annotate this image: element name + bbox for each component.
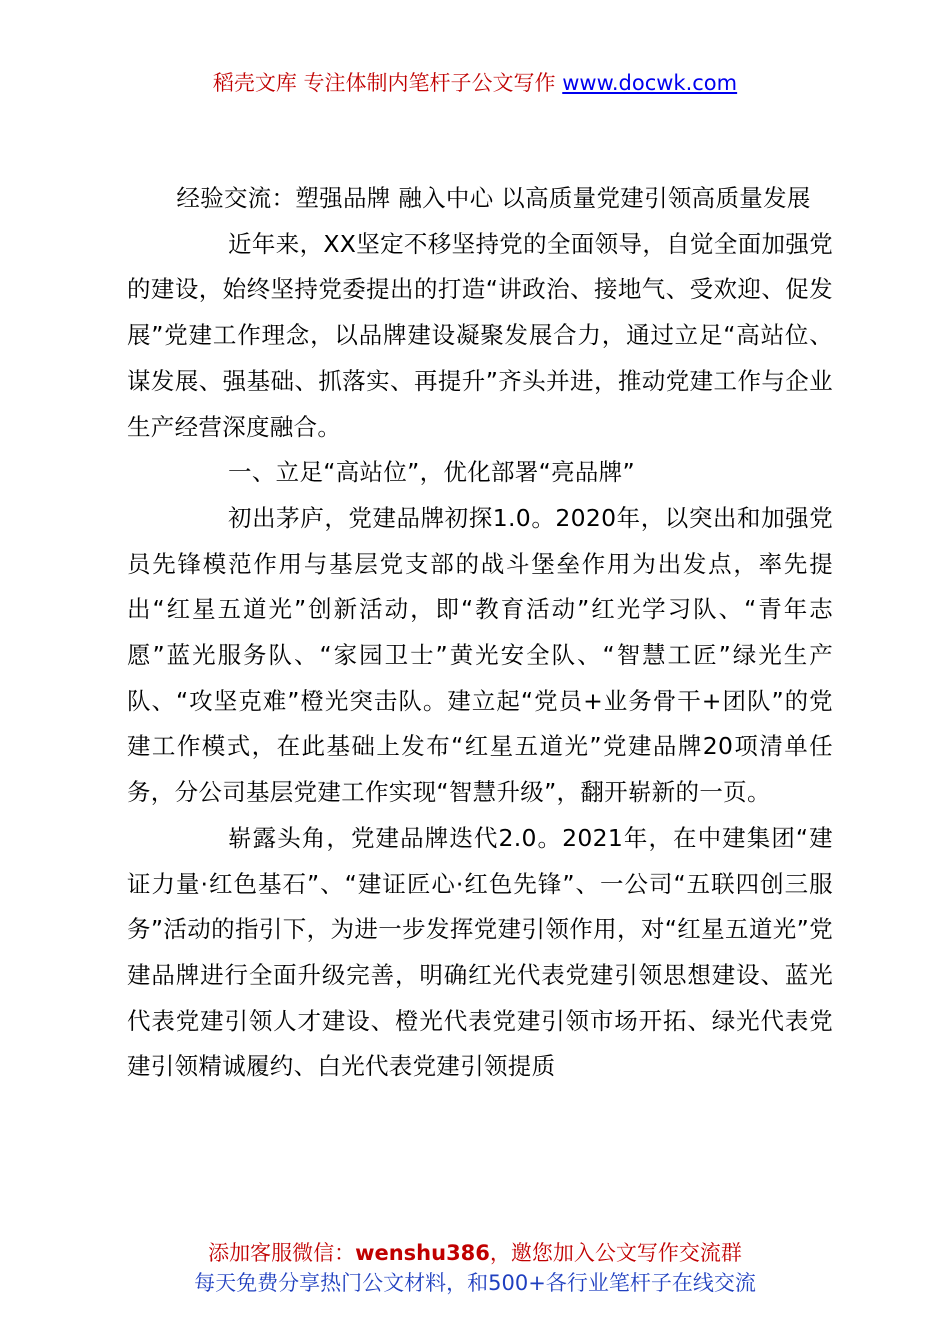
- section-heading-1: 一、立足“高站位”，优化部署“亮品牌”: [228, 458, 635, 487]
- document-body: [127, 176, 833, 1090]
- paragraph-intro: 近年来，XX坚定不移坚持党的全面领导，自觉全面加强党的建设，始终坚持党委提出的打造“讲政治、接地气、受欢迎、促发展”党建工作理念，以品牌建设凝聚发展合力，通过立足“高站位、谋发展、强基础、抓落实、再提升”齐头并进，推动党建工作与企业生产经营深度融合。: [127, 229, 833, 441]
- page-footer: [0, 1238, 950, 1298]
- page-header: [0, 68, 950, 98]
- paragraph-version-1: 初出茅庐，党建品牌初探1.0。2020年，以突出和加强党员先锋模范作用与基层党支部的战斗堡垒作用为出发点，率先提出“红星五道光”创新活动，即“教育活动”红光学习队、“青年志愿”蓝光服务队、“家园卫士”黄光安全队、“智慧工匠”绿光生产队、“攻坚克难”橙光突击队。建立起“党员+业务骨干+团队”的党建工作模式，在此基础上发布“红星五道光”党建品牌20项清单任务，分公司基层党建工作实现“智慧升级”，翻开崭新的一页。: [127, 503, 833, 807]
- footer-wechat-prefix: 添加客服微信：: [208, 1241, 356, 1265]
- footer-wechat-line: [0, 1238, 950, 1268]
- footer-wechat-suffix: ，邀您加入公文写作交流群: [489, 1241, 742, 1265]
- header-site-link[interactable]: www.docwk.com: [562, 71, 738, 95]
- footer-wechat-id: wenshu386: [355, 1241, 490, 1265]
- header-brand-text: 稻壳文库 专注体制内笔杆子公文写作: [212, 71, 556, 95]
- footer-share-line: 每天免费分享热门公文材料，和500+各行业笔杆子在线交流: [194, 1271, 756, 1295]
- paragraph-version-2: 崭露头角，党建品牌迭代2.0。2021年，在中建集团“建证力量·红色基石”、“建证匠心·红色先锋”、一公司“五联四创三服务”活动的指引下，为进一步发挥党建引领作用，对“红星五道光”党建品牌进行全面升级完善，明确红光代表党建引领思想建设、蓝光代表党建引领人才建设、橙光代表党建引领市场开拓、绿光代表党建引领精诚履约、白光代表党建引领提质: [127, 823, 833, 1081]
- document-title: 经验交流：塑强品牌 融入中心 以高质量党建引领高质量发展: [176, 184, 811, 212]
